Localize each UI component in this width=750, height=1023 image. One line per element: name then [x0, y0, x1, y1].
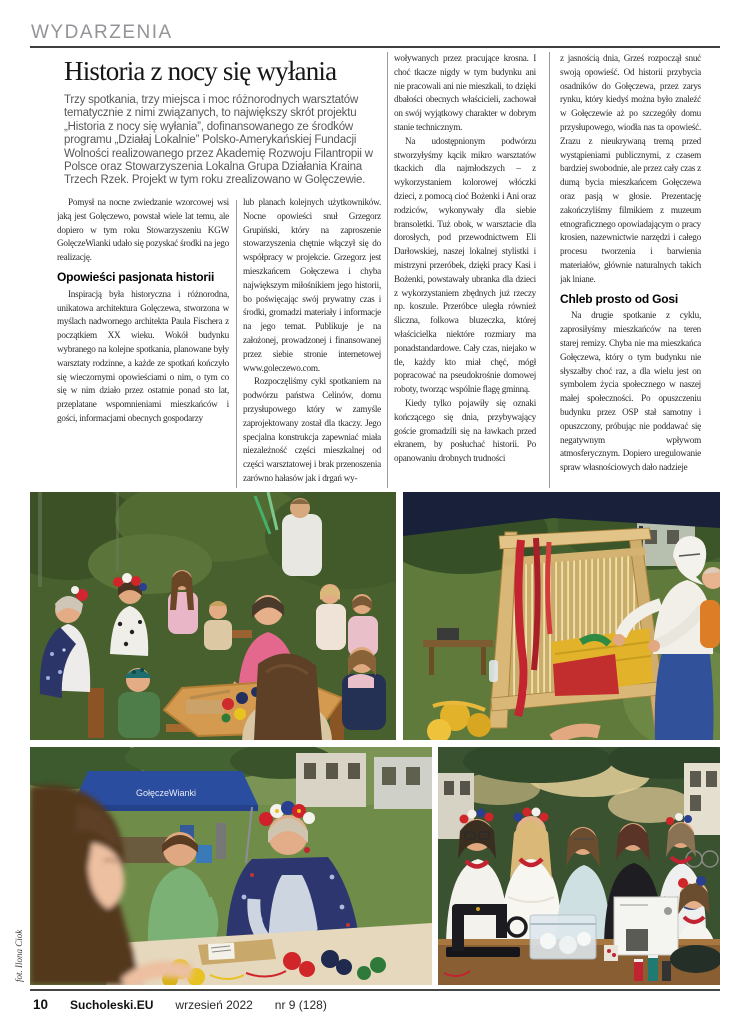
photo-sewing-group — [438, 747, 720, 985]
column-rule — [549, 52, 550, 488]
photo-yarn-workshop-image — [30, 492, 396, 740]
header-rule — [30, 46, 720, 48]
storage-box — [530, 915, 596, 959]
article-head — [64, 56, 384, 188]
subheading-chleb: Chleb prosto od Gosi — [560, 291, 678, 306]
issue-number: nr 9 (128) — [274, 998, 327, 1012]
paragraph: lub planach kolejnych użytkowników. Nocne opowieści snuł Grzegorz Grupiński, który na zaproszenie stowarzyszenia chętnie włączył się do współpracy w projekcie. Grzegorz jest mieszkańcem Gołęczewa i chyba największym miłośnikiem jego historii, bo poświęcając swój prywatny czas i środki, gromadzi materiały i informacje na jego temat. Publikuje je na założonej, prowadzonej i finansowanej przez siebie stronie internetowej www.goleczewo.com. — [243, 197, 381, 373]
photo-credit: fot. Ilona Ciok — [14, 929, 24, 982]
subheading-opowiesci: Opowieści pasjonata historii — [57, 269, 215, 284]
text-column-4 — [560, 52, 701, 489]
canopy-brand-text: GołęczeWianki — [135, 788, 197, 798]
photo-family-workshop — [30, 747, 432, 985]
column-rule — [236, 200, 237, 488]
photo-family-workshop-image — [30, 747, 432, 985]
paragraph: Pomysł na nocne zwiedzanie wzorcowej wsi jaką jest Golęczewo, powstał wiele lat temu, ale dopiero w tym roku Stowarzyszeniu KGW GolęczeWianki udało się pozyskać środki na jego realizację. — [57, 197, 229, 263]
page-footer — [33, 997, 327, 1012]
issue-date: wrzesień 2022 — [175, 998, 253, 1012]
text-column-1 — [57, 196, 229, 489]
photo-yarn-workshop — [30, 492, 396, 740]
article-title: Historia z nocy się wyłania — [64, 56, 337, 86]
footer-rule — [30, 989, 720, 991]
photo-sewing-group-image — [438, 747, 720, 985]
paragraph: Rozpoczęliśmy cykl spotkaniem na podwórzu państwa Celinów, domu przysłupowego który w zamyśle zaprojektowany został dla tkaczy. Jego specjalna konstrukcja zapewniać miała niezależność części mieszkalnej od części warsztatowej i brak przenoszenia zarówno hałasów jak i drgań wy- — [243, 376, 381, 483]
paragraph: Inspiracją była historyczna i różnorodna, unikatowa architektura Golęczewa, stworzona w myślach nadwornego architekta Paula Fischera z początkiem XX wieku. Wokół budynku wybranego na kolejne spotkania, planowane były warsztaty rodzinne, a każde ze spotkań kończyło się wieczornymi opowieściami o nim, o tym co się w nim działo przez ostatnie ponad sto lat, przeplatane wspomnieniami mieszkańców i gości, informacjami obecnych gospodarzy — [57, 288, 229, 423]
section-header: WYDARZENIA — [31, 22, 173, 43]
paragraph: z jasnością dnia, Grześ rozpoczął snuć swoją opowieść. Od historii przybycia osadników do Gołęczewa, przez zarys rynku, który kiedyś można było znaleźć w Gołęczewie aż po szczegóły domu przysłupowego, wiodła nas ta opowieść. Zrazu z nieukrywaną tremą przed wystąpieniami publicznymi, z czasem bardziej swobodnie, ale przez cały czas z dumą bycia mieszkańcem Gołęczewa oraz pasją w głosie. Prezentację zakończyliśmy filmikiem z muzeum etnograficznego opowiadającym o pracy krosien, nazewnictwie narzędzi i całego procesu tworzenia i barwienia materiałów, głównie naturalnych takich jak lniane. — [560, 53, 701, 284]
paragraph: woływanych przez pracujące krosna. I choć tkacze nigdy w tym budynku ani nie pracowali ani nie mieszkali, to dzięki dbałości obecnych właścicieli, zachował on swój wyjątkowy charakter w dobrym stanie technicznym. — [394, 53, 536, 132]
paragraph: Na drugie spotkanie z cyklu, zaprosiłyśmy mieszkańców na teren starej remizy. Chyba nie ma mieszkańca Gołęczewa, który o tym budynku nie słyszałby choć raz, a dla wielu jest on symbolem życia społecznego w naszej małej społeczności. Po opuszczeniu budynku przez OSP stał samotny i opuszczony, próbując nie poddawać się negatywnym wpływom atmosferycznym. Dopiero uregulowanie spraw własnościowych dało nadzieje — [560, 310, 701, 473]
paragraph: Na udostępnionym podwórzu stworzyłyśmy kącik mikro warsztatów tkackich dla najmłodszych – z wykorzystaniem kolorowej włóczki dzieci, z pomocą cioć Bożenki i Ani oraz rodziców, wykonywały dla siebie bransoletki. Tuż obok, w warsztacie dla dorosłych, pod przewodnictwem Eli Darłowskiej, naszej lokalnej stylistki i mistrzyni przeróbek, dzięki pracy Kasi i Bożenki, powstawały ubranka dla dzieci z wykorzystaniem zbędnych już rzeczy np. koszule. Przeróbce uległa również śliczna, folkowa bluzeczka, której właścicielka niektóre rozmiary ma ponadstandardowe. Cały czas, niejako w tle, każdy kto miał chęć, mógł popracować na pseudokrośnie domowej roboty, tworząc wspólnie flagę gminną. — [394, 135, 536, 395]
article-lead: Trzy spotkania, trzy miejsca i moc różnorodnych warsztatów tematycznie z nimi związanych, to największy skrót projektu „Historia z nocy się wyłania”, dofinansowanego ze środków programu „Działaj Lokalnie” Polsko-Amerykańskiej Fundacji Wolności realizowanego przez Akademię Rozwoju Filantropii w Polsce oraz Stowarzyszenia Lokalna Grupa Działania Kraina Trzech Rzek. Projekt w tym roku zrealizowano w Golęczewie. — [64, 94, 373, 187]
photo-loom — [403, 492, 720, 740]
magazine-brand: Sucholeski.EU — [70, 998, 154, 1012]
column-rule — [387, 52, 388, 488]
text-column-2 — [243, 196, 381, 489]
paragraph: Kiedy tylko pojawiły się oznaki kończącego się dnia, przybywający goście gromadzili się na ławkach przed ekranem, by posłuchać historii. Po opanowaniu drobnych trudności — [394, 397, 536, 464]
page-number: 10 — [33, 997, 49, 1012]
modern-sewing-machine — [614, 897, 678, 955]
photo-loom-image — [403, 492, 720, 740]
text-column-3 — [394, 52, 536, 489]
